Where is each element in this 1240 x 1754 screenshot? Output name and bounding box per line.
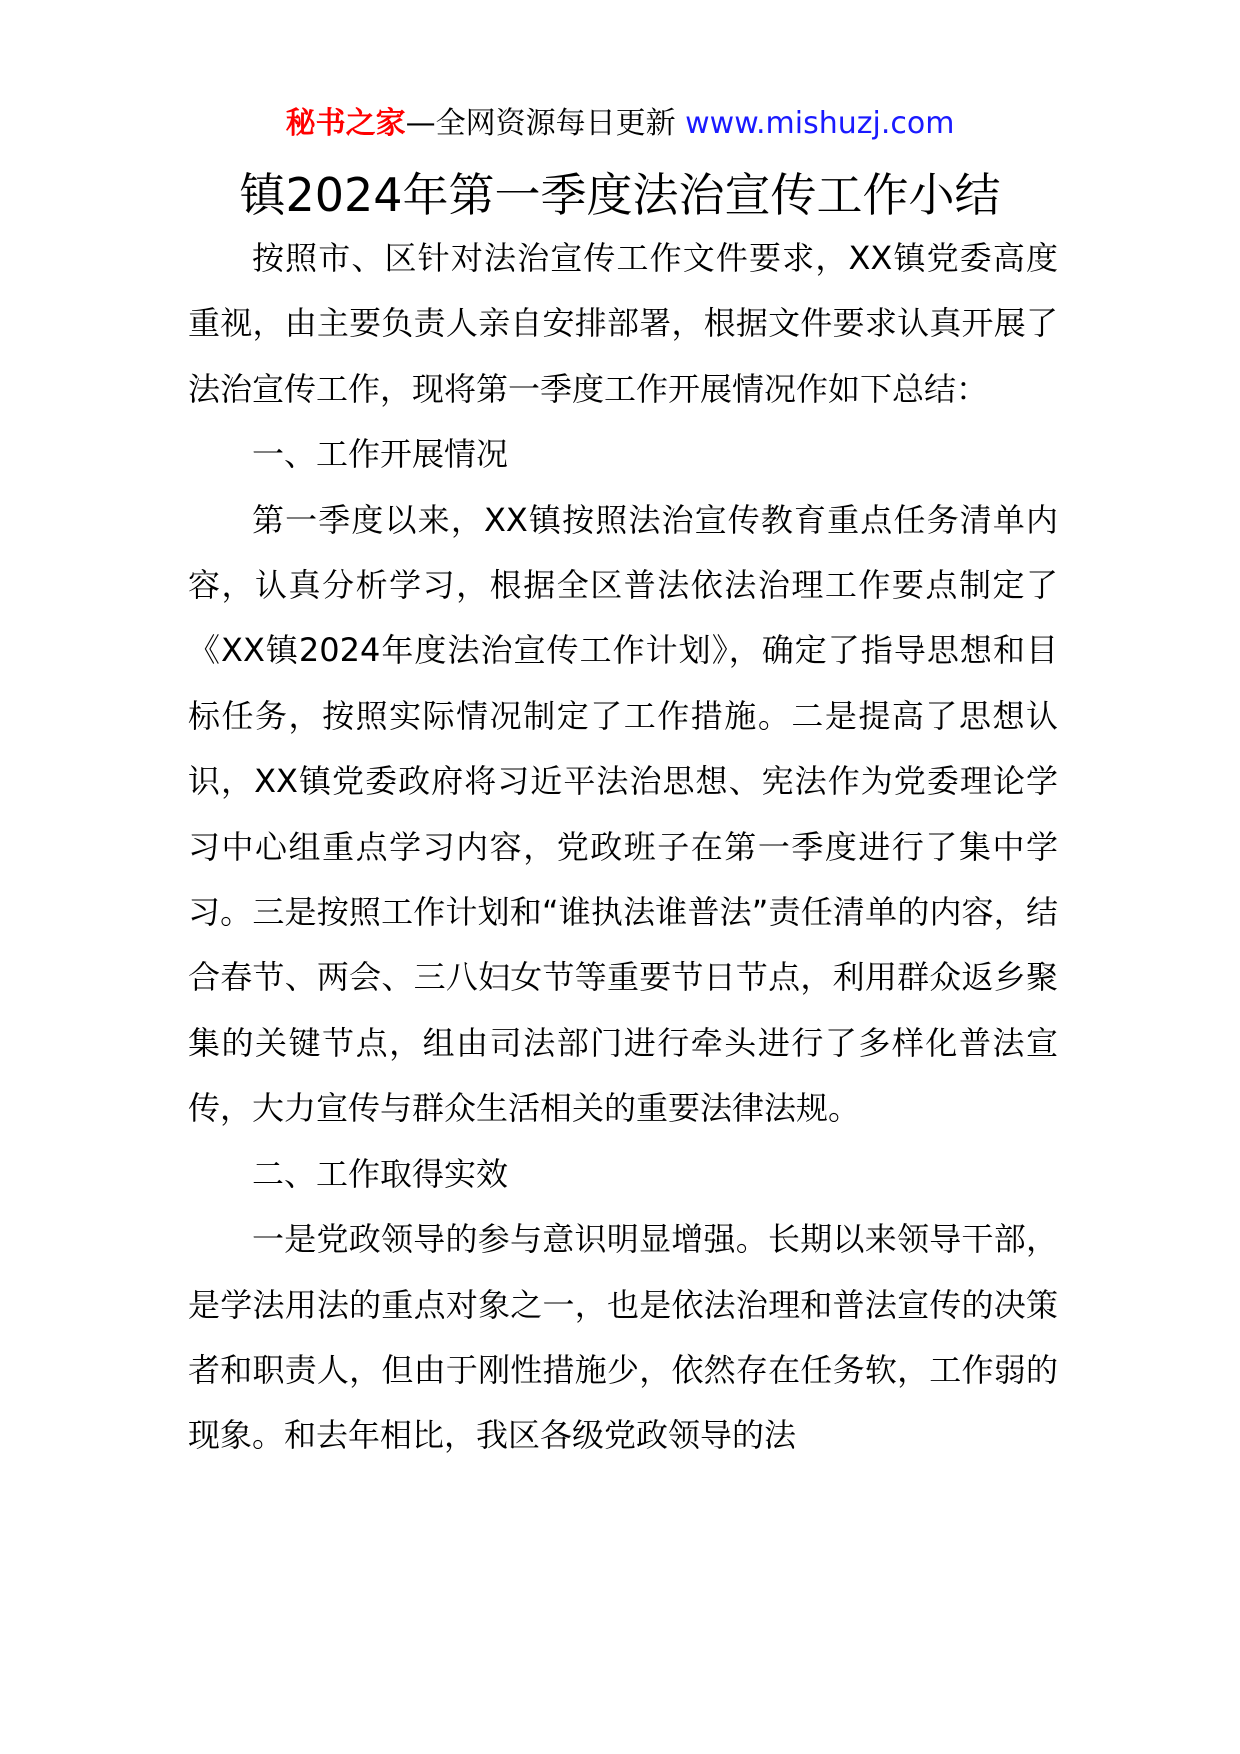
intro-paragraph: 按照市、区针对法治宣传工作文件要求，XX镇党委高度重视，由主要负责人亲自安排部署，根据文件要求认真开展了法治宣传工作，现将第一季度工作开展情况作如下总结： (188, 239, 1058, 408)
section-1-paragraph: 第一季度以来，XX镇按照法治宣传教育重点任务清单内容，认真分析学习，根据全区普法依法治理工作要点制定了《XX镇2024年度法治宣传工作计划》，确定了指导思想和目标任务，按照实际情况制定了工作措施。二是提高了思想认识，XX镇党委政府将习近平法治思想、宪法作为党委理论学习中心组重点学习内容，党政班子在第一季度进行了集中学习。三是按照工作计划和“谁执法谁普法”责任清单的内容，结合春节、两会、三八妇女节等重要节日节点，利用群众返乡聚集的关键节点，组由司法部门进行牵头进行了多样化普法宣传，大力宣传与群众生活相关的重要法律法规。 (188, 500, 1058, 1128)
section-heading-1: 一、工作开展情况 (252, 435, 509, 474)
header-url: www.mishuzj.com (685, 106, 955, 141)
section-2-paragraph: 一是党政领导的参与意识明显增强。长期以来领导干部，是学法用法的重点对象之一，也是依法治理和普法宣传的决策者和职责人，但由于刚性措施少，依然存在任务软，工作弱的现象。和去年相比，我区各级党政领导的法 (188, 1220, 1058, 1455)
document-body (188, 226, 1058, 1469)
document-title: 镇2024年第一季度法治宣传工作小结 (239, 168, 1001, 222)
site-header (0, 100, 1240, 148)
section-heading-2: 二、工作取得实效 (252, 1154, 509, 1193)
header-tagline: —全网资源每日更新 (405, 106, 676, 141)
brand-name: 秘书之家 (285, 106, 406, 141)
